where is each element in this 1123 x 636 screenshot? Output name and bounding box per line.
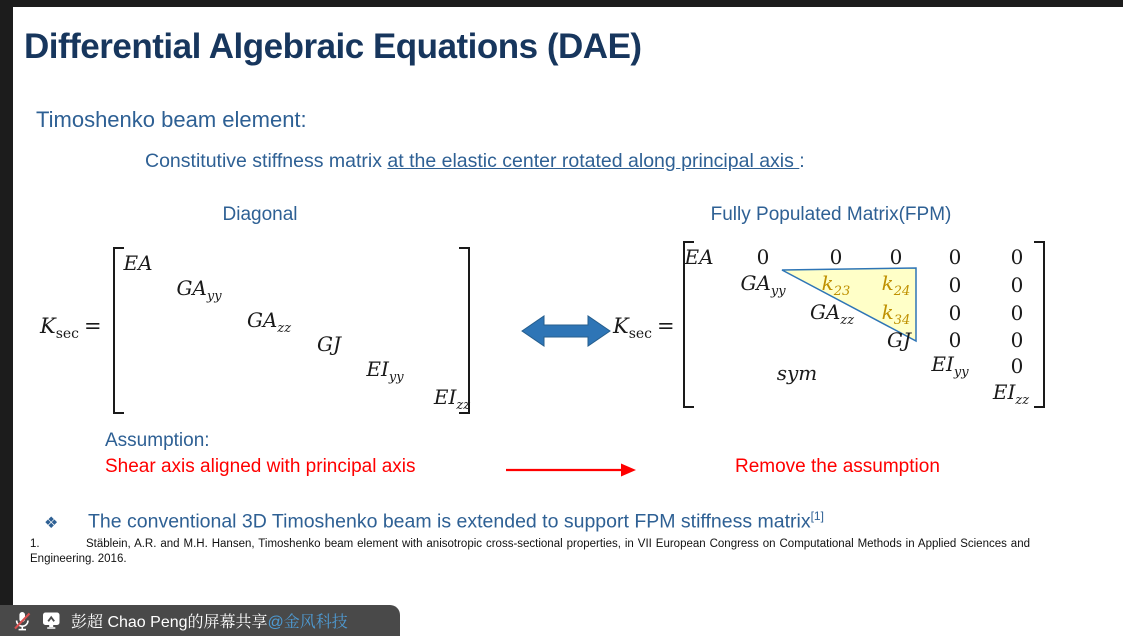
matrix-zero: 0 <box>1010 354 1024 378</box>
constitutive-prefix: Constitutive stiffness matrix <box>145 150 388 172</box>
mic-muted-icon[interactable] <box>12 610 32 632</box>
right-matrix-close-bracket <box>1034 241 1045 408</box>
constitutive-underlined: at the elastic center rotated along principal axis <box>387 150 800 172</box>
footnote-number: 1. <box>30 538 40 550</box>
citation-ref: [1] <box>810 509 824 523</box>
constitutive-line <box>145 150 805 173</box>
matrix-entry: $GA_{zz}$ <box>809 300 855 328</box>
matrix-zero: 0 <box>948 273 962 297</box>
matrix-entry: GJ <box>887 328 911 352</box>
matrix-entry: $EI_{yy}$ <box>366 357 404 385</box>
assumption-text: Shear axis aligned with principal axis <box>105 456 416 477</box>
left-matrix-k-label: $K_{sec}$ = <box>40 314 102 343</box>
matrix-sym-label: sym <box>776 361 818 385</box>
right-matrix-k-label: $K_{sec}$ = <box>613 314 675 343</box>
double-arrow-icon <box>520 312 612 350</box>
bullet-text: The conventional 3D Timoshenko beam is extended to support FPM stiffness matrix[1] <box>88 509 824 533</box>
matrix-zero: 0 <box>1010 245 1024 269</box>
footnote-reference <box>30 537 1030 566</box>
share-mention-text: @金风科技 <box>267 614 348 631</box>
matrix-zero: 0 <box>756 245 770 269</box>
matrix-zero: 0 <box>1010 273 1024 297</box>
matrix-zero: 0 <box>948 328 962 352</box>
matrix-k23: $k_{23}$ <box>821 271 851 299</box>
screen-share-status-bar[interactable] <box>0 605 400 636</box>
page-title: Differential Algebraic Equations (DAE) <box>24 27 642 66</box>
matrix-entry: $EI_{zz}$ <box>433 385 471 413</box>
section-heading: Timoshenko beam element: <box>36 107 307 132</box>
left-matrix-open-bracket <box>113 247 124 414</box>
matrix-zero: 0 <box>948 245 962 269</box>
slide-left-border <box>0 0 13 636</box>
constitutive-suffix: : <box>799 150 805 172</box>
remove-assumption-text: Remove the assumption <box>735 456 940 477</box>
slide-top-border <box>0 0 1123 7</box>
matrix-entry: $GA_{zz}$ <box>246 308 292 336</box>
matrix-zero: 0 <box>889 245 903 269</box>
matrix-entry: $GA_{yy}$ <box>176 276 222 304</box>
matrix-entry: $GA_{yy}$ <box>740 271 786 299</box>
diagonal-label: Diagonal <box>222 204 298 225</box>
matrix-entry: EA <box>684 245 714 269</box>
assumption-heading: Assumption: <box>105 430 210 451</box>
matrix-entry: EA <box>123 251 153 275</box>
share-owner-text: 彭超 Chao Peng的屏幕共享 <box>71 614 268 631</box>
matrix-k34: $k_{34}$ <box>881 300 911 328</box>
matrix-entry: $EI_{yy}$ <box>931 352 969 380</box>
matrix-zero: 0 <box>948 301 962 325</box>
diamond-bullet-icon: ❖ <box>44 515 59 532</box>
matrix-k24: $k_{24}$ <box>881 271 911 299</box>
matrix-entry: GJ <box>317 332 341 356</box>
matrix-entry: $EI_{zz}$ <box>992 380 1030 408</box>
fpm-label: Fully Populated Matrix(FPM) <box>710 204 952 225</box>
footnote-text: Stäblein, A.R. and M.H. Hansen, Timoshenko beam element with anisotropic cross-sectional properties, in VII European Congress on Computational Methods in Applied Sciences and Engineering. 2016. <box>30 538 1030 565</box>
screen-share-icon <box>41 611 62 630</box>
matrix-zero: 0 <box>1010 301 1024 325</box>
red-arrow-icon <box>503 460 639 480</box>
matrix-zero: 0 <box>829 245 843 269</box>
matrix-zero: 0 <box>1010 328 1024 352</box>
